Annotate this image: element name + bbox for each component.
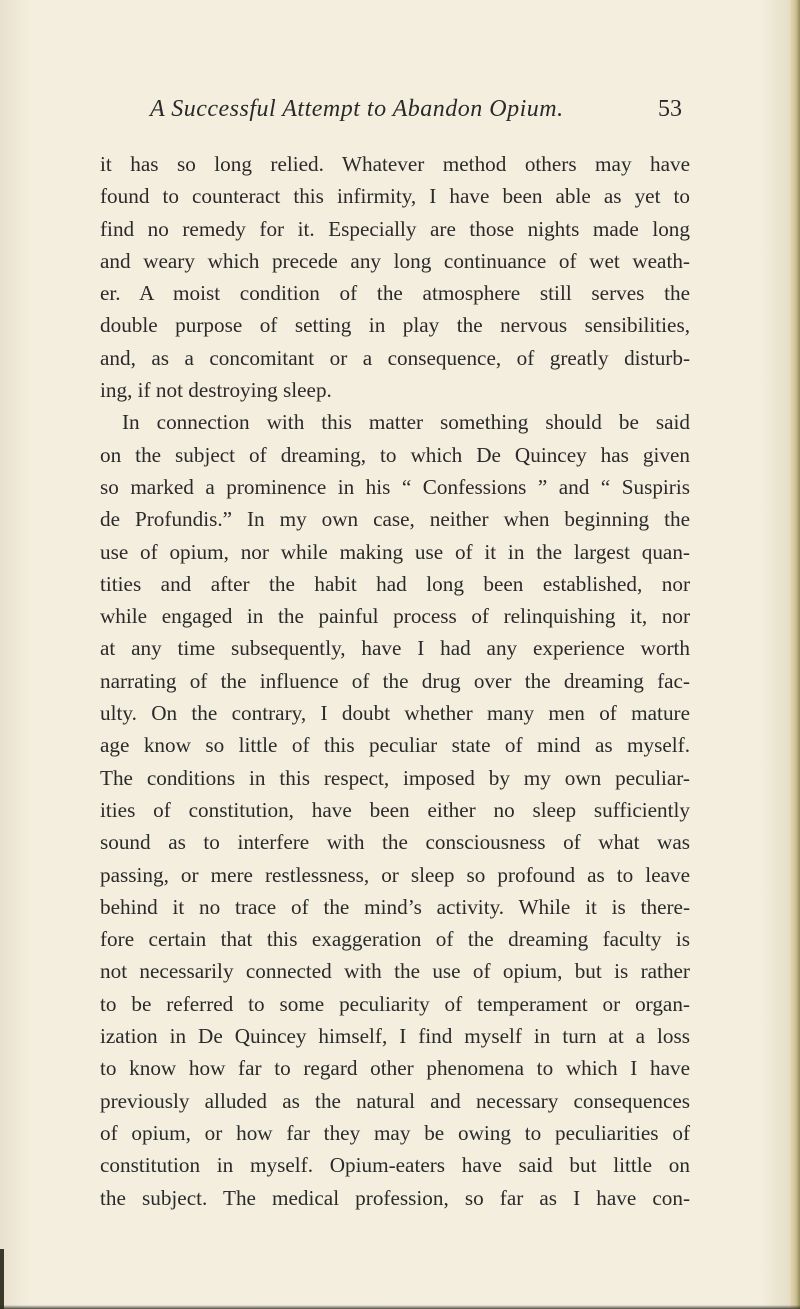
text-line: to be referred to some peculiarity of temperament or organ- bbox=[100, 991, 690, 1016]
text-line: tities and after the habit had long been established, nor bbox=[100, 571, 690, 596]
text-line: to know how far to regard other phenomena to which I have bbox=[100, 1056, 690, 1081]
text-line: In connection with this matter something should be said bbox=[122, 410, 690, 435]
text-line: ulty. On the contrary, I doubt whether many men of mature bbox=[100, 701, 690, 726]
page-bottom-shadow bbox=[0, 1305, 800, 1309]
text-line: at any time subsequently, have I had any experience worth bbox=[100, 636, 690, 661]
text-line: fore certain that this exaggeration of the dreaming faculty is bbox=[100, 927, 690, 952]
text-line: on the subject of dreaming, to which De Quincey has given bbox=[100, 442, 690, 467]
text-line: behind it no trace of the mind’s activity. While it is there- bbox=[100, 894, 690, 919]
text-line: de Profundis.” In my own case, neither when beginning the bbox=[100, 507, 690, 532]
text-line: ing, if not destroying sleep. bbox=[100, 378, 332, 403]
page-header bbox=[100, 96, 740, 132]
text-line: ization in De Quincey himself, I find myself in turn at a loss bbox=[100, 1024, 690, 1049]
text-line: sound as to interfere with the consciousness of what was bbox=[100, 830, 690, 855]
text-line: find no remedy for it. Especially are those nights made long bbox=[100, 216, 690, 241]
text-line: double purpose of setting in play the nervous sensibilities, bbox=[100, 313, 690, 338]
text-line: and, as a concomitant or a consequence, of greatly disturb- bbox=[100, 345, 690, 370]
running-title: A Successful Attempt to Abandon Opium. bbox=[150, 96, 564, 122]
text-line: passing, or mere restlessness, or sleep so profound as to leave bbox=[100, 862, 690, 887]
binding-shadow bbox=[0, 1249, 4, 1309]
text-line: previously alluded as the natural and necessary consequences bbox=[100, 1088, 690, 1113]
text-line: ities of constitution, have been either no sleep sufficiently bbox=[100, 797, 690, 822]
text-line: so marked a prominence in his “ Confessions ” and “ Suspiris bbox=[100, 474, 690, 499]
text-line: while engaged in the painful process of relinquishing it, nor bbox=[100, 604, 690, 629]
text-line: use of opium, nor while making use of it in the largest quan- bbox=[100, 539, 690, 564]
text-line: The conditions in this respect, imposed by my own peculiar- bbox=[100, 765, 690, 790]
page-number: 53 bbox=[658, 96, 682, 122]
page-edge bbox=[790, 0, 800, 1309]
text-line: the subject. The medical profession, so far as I have con- bbox=[100, 1185, 690, 1210]
body-text bbox=[100, 148, 690, 1214]
text-line: found to counteract this infirmity, I have been able as yet to bbox=[100, 184, 690, 209]
text-line: of opium, or how far they may be owing to peculiarities of bbox=[100, 1120, 690, 1145]
text-line: not necessarily connected with the use of opium, but is rather bbox=[100, 959, 690, 984]
text-line: er. A moist condition of the atmosphere still serves the bbox=[100, 281, 690, 306]
text-line: and weary which precede any long continuance of wet weath- bbox=[100, 248, 690, 273]
text-line: constitution in myself. Opium-eaters have said but little on bbox=[100, 1153, 690, 1178]
text-line: age know so little of this peculiar state of mind as myself. bbox=[100, 733, 690, 758]
text-line: narrating of the influence of the drug over the dreaming fac- bbox=[100, 668, 690, 693]
text-line: it has so long relied. Whatever method others may have bbox=[100, 152, 690, 176]
